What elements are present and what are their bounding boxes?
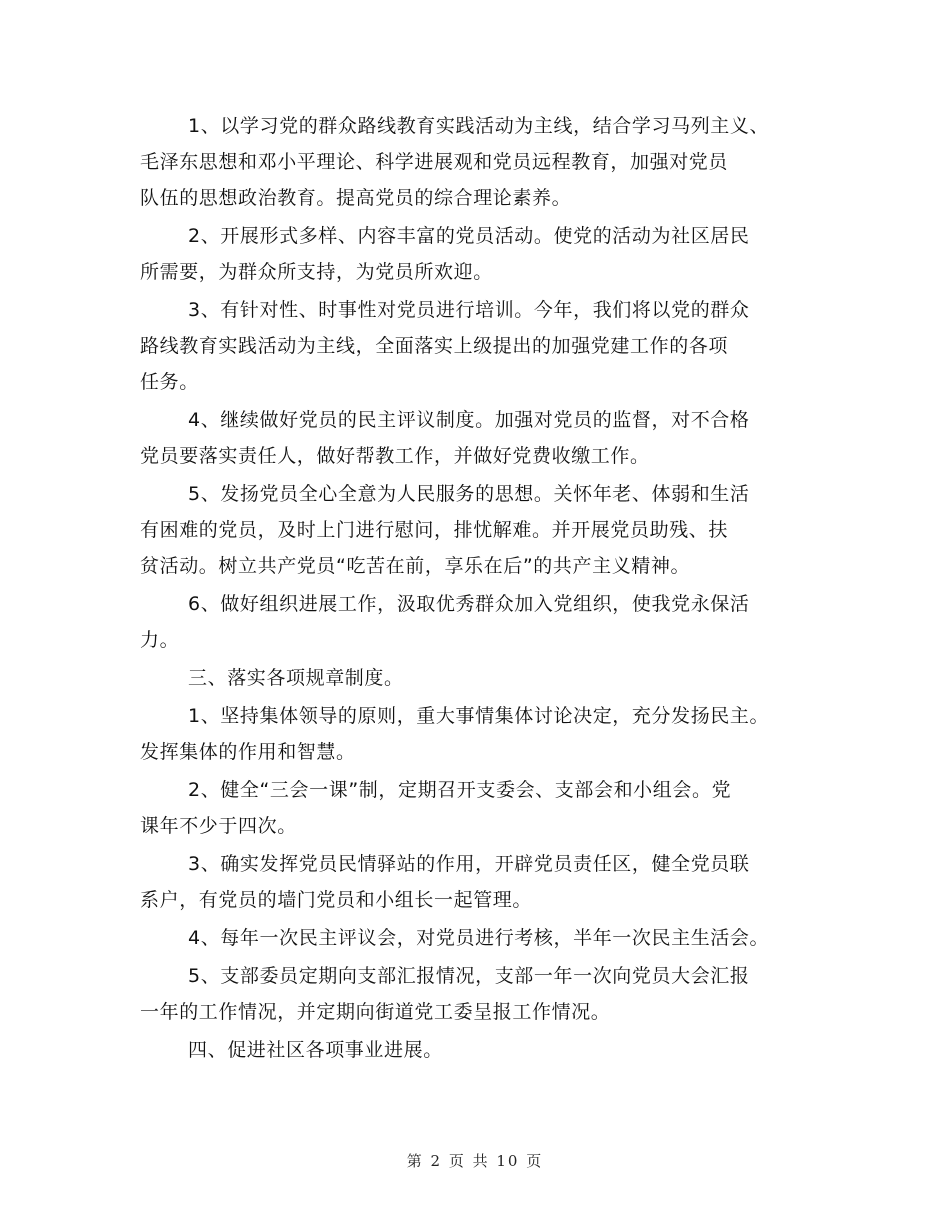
- text-line: 一年的工作情况，并定期向街道党工委呈报工作情况。: [140, 1001, 611, 1023]
- text-line: 所需要，为群众所支持，为党员所欢迎。: [140, 261, 493, 283]
- paragraph-11: [140, 920, 810, 956]
- text-line: 2、健全“三会一课”制，定期召开支委会、支部会和小组会。党: [188, 779, 732, 801]
- paragraph-3: [140, 292, 810, 400]
- page-number-footer: 第 2 页 共 10 页: [406, 1152, 544, 1170]
- text-line: 发挥集体的作用和智慧。: [140, 741, 356, 763]
- paragraph-5: [140, 476, 810, 584]
- text-line: 贫活动。树立共产党员“吃苦在前，享乐在后”的共产主义精神。: [140, 555, 691, 577]
- text-line: 党员要落实责任人，做好帮教工作，并做好党费收缴工作。: [140, 445, 650, 467]
- text-line: 有困难的党员，及时上门进行慰问，排忧解难。并开展党员助残、扶: [140, 519, 729, 541]
- paragraph-9: [140, 772, 810, 844]
- paragraph-10: [140, 846, 810, 918]
- text-line: 队伍的思想政治教育。提高党员的综合理论素养。: [140, 187, 572, 209]
- text-line: 2、开展形式多样、内容丰富的党员活动。使党的活动为社区居民: [188, 225, 750, 247]
- paragraph-6: [140, 586, 810, 658]
- text-line: 1、以学习党的群众路线教育实践活动为主线，结合学习马列主义、: [188, 115, 770, 137]
- text-line: 5、支部委员定期向支部汇报情况，支部一年一次向党员大会汇报: [188, 965, 750, 987]
- text-line: 课年不少于四次。: [140, 815, 297, 837]
- text-line: 4、每年一次民主评议会，对党员进行考核，半年一次民主生活会。: [188, 927, 770, 949]
- text-line: 路线教育实践活动为主线，全面落实上级提出的加强党建工作的各项: [140, 335, 729, 357]
- text-line: 1、坚持集体领导的原则，重大事情集体讨论决定，充分发扬民主。: [188, 705, 770, 727]
- paragraph-2: [140, 218, 810, 290]
- heading-line: 四、促进社区各项事业进展。: [188, 1039, 443, 1061]
- text-line: 力。: [140, 629, 180, 651]
- text-line: 3、有针对性、时事性对党员进行培训。今年，我们将以党的群众: [188, 299, 750, 321]
- text-line: 任务。: [140, 371, 199, 393]
- paragraph-1: [140, 108, 810, 216]
- section-heading-4: [140, 1032, 810, 1068]
- paragraph-8: [140, 698, 810, 770]
- text-line: 系户，有党员的墙门党员和小组长一起管理。: [140, 889, 533, 911]
- section-heading-3: [140, 660, 810, 696]
- text-line: 3、确实发挥党员民情驿站的作用，开辟党员责任区，健全党员联: [188, 853, 750, 875]
- text-line: 6、做好组织进展工作，汲取优秀群众加入党组织，使我党永保活: [188, 593, 750, 615]
- text-line: 5、发扬党员全心全意为人民服务的思想。关怀年老、体弱和生活: [188, 483, 750, 505]
- heading-line: 三、落实各项规章制度。: [188, 667, 404, 689]
- paragraph-4: [140, 402, 810, 474]
- paragraph-12: [140, 958, 810, 1030]
- text-line: 4、继续做好党员的民主评议制度。加强对党员的监督，对不合格: [188, 409, 750, 431]
- document-body: [140, 108, 810, 1070]
- text-line: 毛泽东思想和邓小平理论、科学进展观和党员远程教育，加强对党员: [140, 151, 729, 173]
